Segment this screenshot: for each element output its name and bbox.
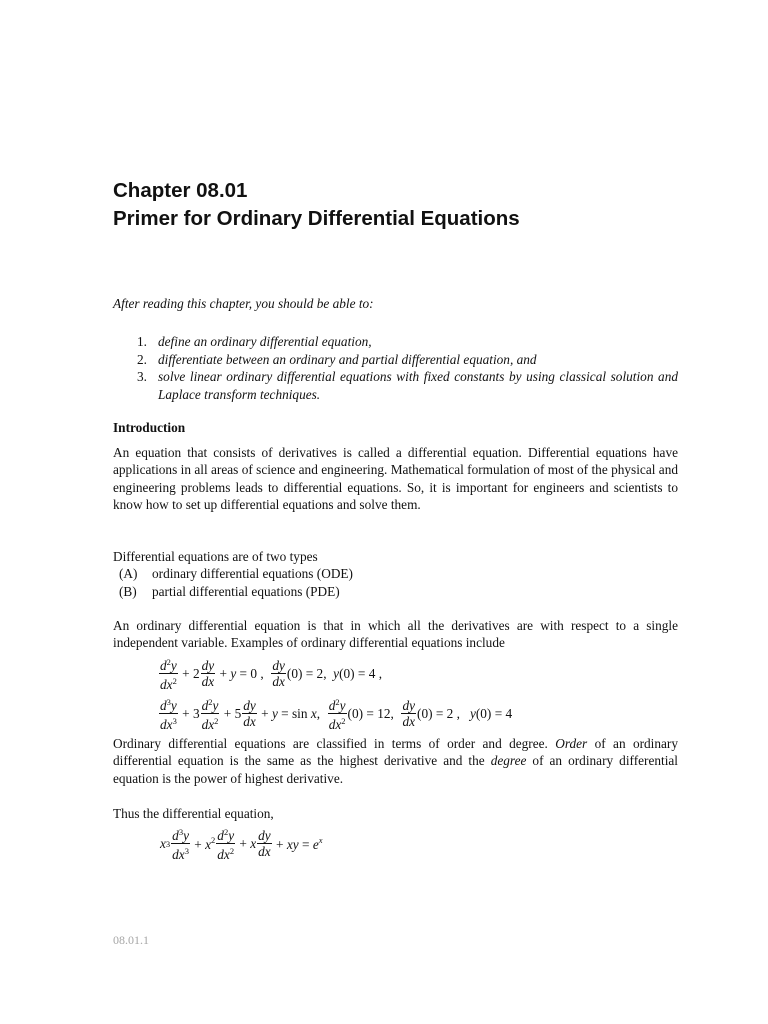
intro-paragraph: An equation that consists of derivatives is called a differential equation. Differential equations have applications in all areas of science and engineering. Mathematical formulation of most of the physical and engineering problems leads to differential equations. So, it is important for engineers and scientists to know how to set up differential equations and solve them. bbox=[113, 445, 678, 513]
equation-example-2: $\frac{d^3y}{dx^3}$ + 3 $\frac{d^2y}{dx^2}$ + 5 $\frac{dy}{dx}$ + y = sin x, $\frac{d^2y}{dx^2}$ (0) = 12, $\frac{dy}{dx}$ (0) = 2 , y(0) = 4 bbox=[160, 697, 513, 732]
thus-paragraph: Thus the differential equation, bbox=[113, 806, 274, 821]
types-lead: Differential equations are of two types bbox=[113, 549, 318, 564]
objectives-lead: After reading this chapter, you should be able to: bbox=[113, 296, 374, 311]
objective-item bbox=[113, 351, 678, 369]
types-block bbox=[113, 548, 353, 600]
equation-example-3: x 3 $\frac{d^3y}{dx^3}$ + $x^2$ $\frac{d^2y}{dx^2}$ + x $\frac{dy}{dx}$ + xy = $e^x$ bbox=[160, 827, 323, 862]
ode-definition-paragraph: An ordinary differential equation is that in which all the derivatives are with respect to a single independent variable. Examples of ordinary differential equations include bbox=[113, 618, 678, 651]
type-label: (A) bbox=[119, 566, 138, 582]
order-degree-paragraph bbox=[113, 735, 678, 787]
page-number: 08.01.1 bbox=[113, 933, 149, 947]
type-text: ordinary differential equations (ODE) bbox=[152, 566, 353, 582]
chapter-number: Chapter 08.01 bbox=[113, 179, 248, 202]
chapter-title: Primer for Ordinary Differential Equations bbox=[113, 207, 520, 230]
type-label: (B) bbox=[119, 583, 137, 599]
objective-item bbox=[113, 333, 678, 351]
equation-example-1: $\frac{d^2y}{dx^2}$ + 2 $\frac{dy}{dx}$ + y = 0 , $\frac{dy}{dx}$ (0) = 2, y(0) = 4 , bbox=[160, 657, 383, 692]
objective-text: differentiate between an ordinary and partial differential equation, and bbox=[158, 351, 537, 367]
type-item bbox=[113, 565, 353, 582]
chapter-heading bbox=[113, 177, 520, 233]
objective-text: solve linear ordinary differential equations with fixed constants by using classical solution and Laplace transform techniques. bbox=[158, 369, 678, 402]
order-degree-text: of an ordinary differential equation is the power of highest derivative. bbox=[113, 753, 678, 786]
type-item bbox=[113, 583, 353, 600]
objectives-list bbox=[113, 333, 678, 403]
objective-text: define an ordinary differential equation, bbox=[158, 334, 372, 349]
objective-number: 1. bbox=[137, 334, 147, 349]
objective-number: 3. bbox=[137, 369, 147, 384]
order-term: Order bbox=[555, 736, 588, 751]
degree-term: degree bbox=[490, 753, 527, 769]
order-degree-text: of an ordinary differential equation is the same as the highest derivative and the bbox=[113, 736, 678, 769]
objective-item bbox=[113, 368, 678, 403]
type-text: partial differential equations (PDE) bbox=[152, 583, 340, 599]
section-heading: Introduction bbox=[113, 420, 186, 435]
order-degree-text: Ordinary differential equations are classified in terms of order and degree. bbox=[113, 736, 556, 751]
objective-number: 2. bbox=[137, 351, 147, 367]
